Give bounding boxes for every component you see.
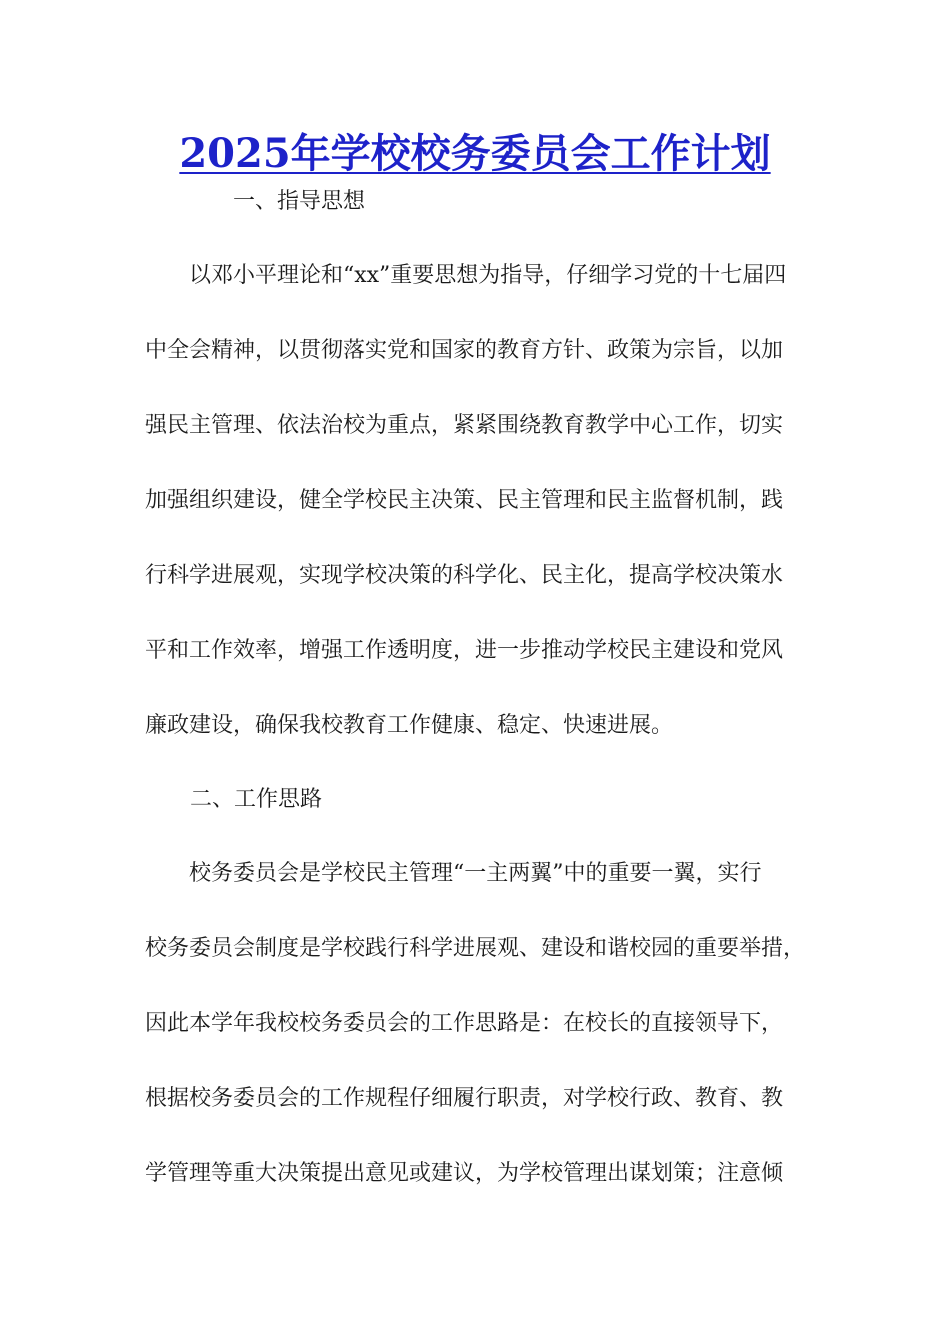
paragraph-line: 中全会精神，以贯彻落实党和国家的教育方针、政策为宗旨，以加: [145, 338, 784, 363]
section-body-work-approach: [145, 836, 810, 1211]
paragraph-line: 学管理等重大决策提出意见或建议，为学校管理出谋划策；注意倾: [145, 1161, 784, 1186]
document-title[interactable]: 2025年学校校务委员会工作计划: [179, 130, 771, 177]
section-heading-work-approach: 二、工作思路: [190, 787, 323, 812]
paragraph-line: 加强组织建设，健全学校民主决策、民主管理和民主监督机制，践: [145, 488, 784, 513]
section-body-guiding-ideology: [145, 238, 810, 763]
paragraph-line: 校务委员会是学校民主管理“一主两翼”中的重要一翼，实行: [189, 861, 762, 886]
paragraph-line: 廉政建设，确保我校教育工作健康、稳定、快速进展。: [145, 713, 674, 738]
paragraph-line: 因此本学年我校校务委员会的工作思路是：在校长的直接领导下，: [145, 1011, 784, 1036]
paragraph-line: 根据校务委员会的工作规程仔细履行职责，对学校行政、教育、教: [145, 1086, 784, 1111]
paragraph-line: 强民主管理、依法治校为重点，紧紧围绕教育教学中心工作，切实: [145, 413, 784, 438]
paragraph-line: 行科学进展观，实现学校决策的科学化、民主化，提高学校决策水: [145, 563, 784, 588]
section-heading-guiding-ideology: 一、指导思想: [233, 189, 366, 214]
paragraph-line: 以邓小平理论和“xx”重要思想为指导，仔细学习党的十七届四: [189, 263, 787, 288]
paragraph-line: 校务委员会制度是学校践行科学进展观、建设和谐校园的重要举措，: [145, 936, 806, 961]
paragraph-line: 平和工作效率，增强工作透明度，进一步推动学校民主建设和党风: [145, 638, 784, 663]
